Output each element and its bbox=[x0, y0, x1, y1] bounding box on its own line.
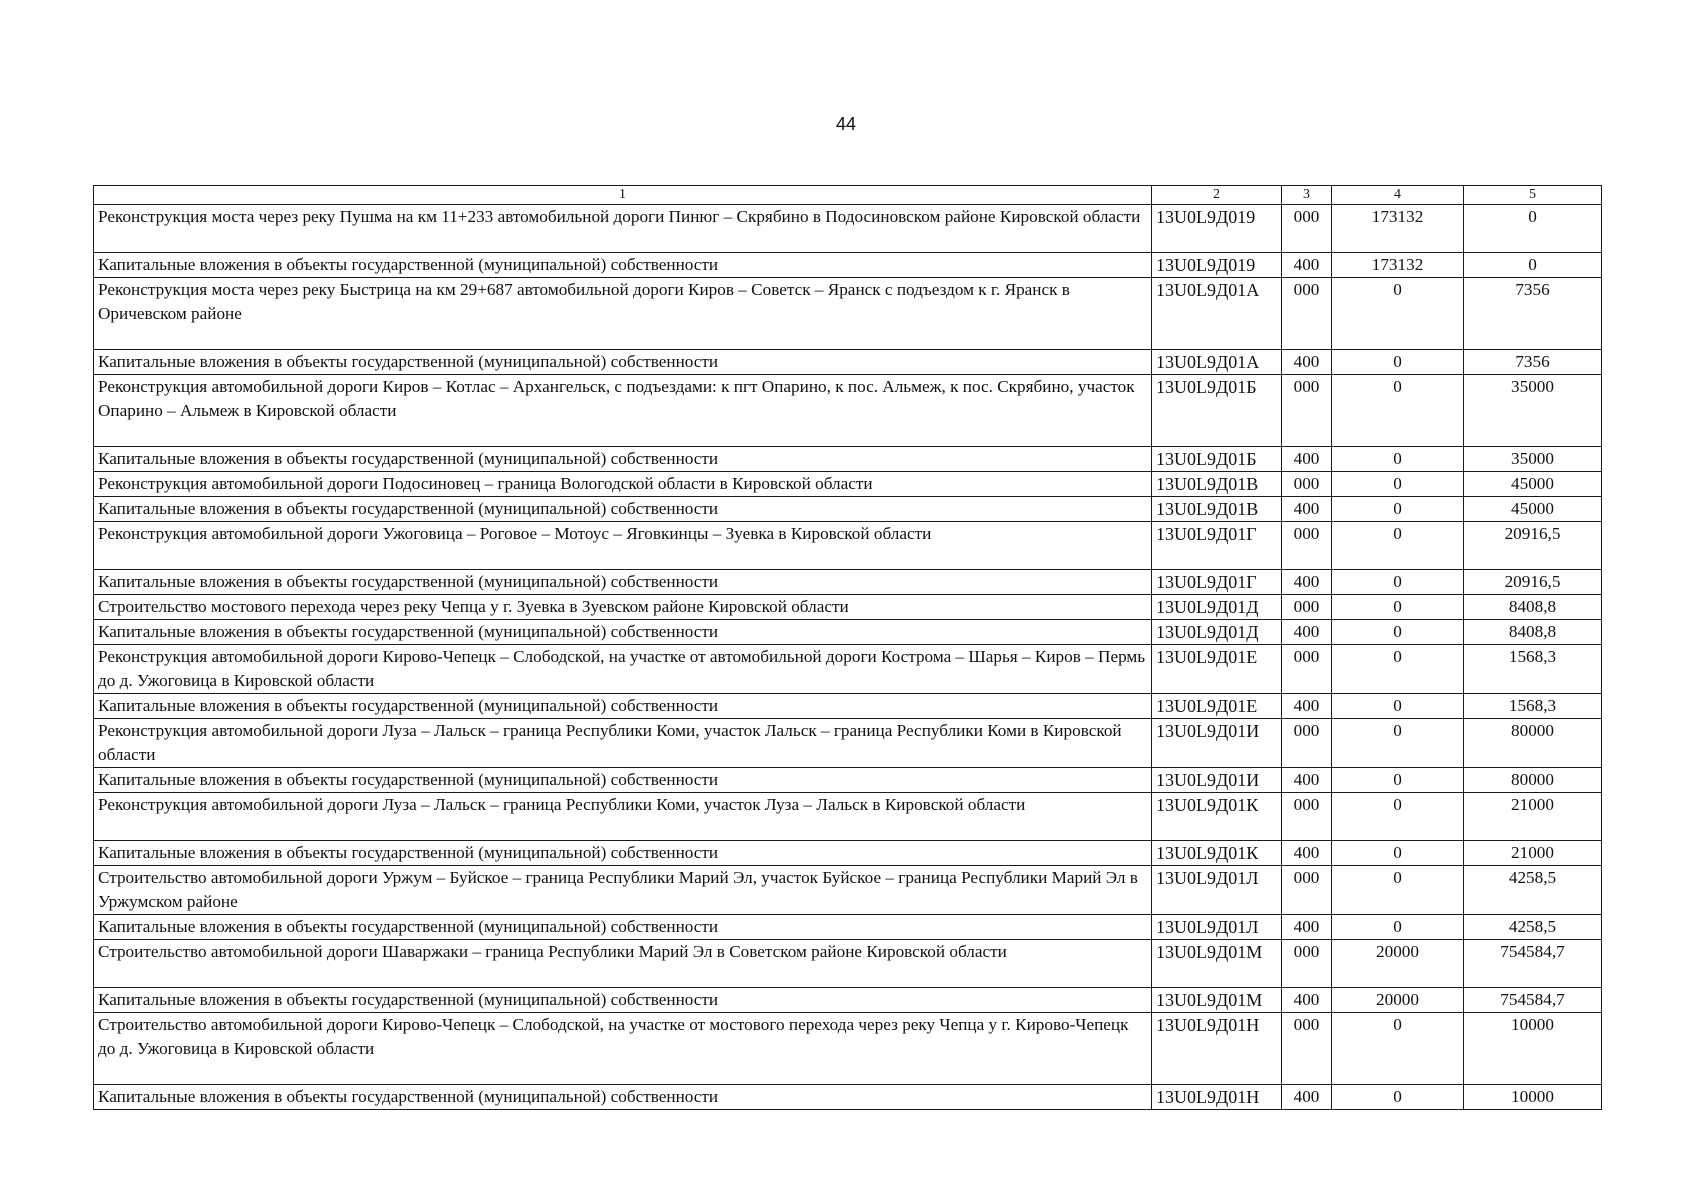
row-value-col5-cell: 7356 bbox=[1464, 278, 1602, 350]
row-code-cell: 13U0L9Д01Е bbox=[1152, 645, 1282, 694]
row-code-cell: 13U0L9Д01А bbox=[1152, 350, 1282, 375]
row-code-cell: 13U0L9Д01В bbox=[1152, 472, 1282, 497]
row-name-cell: Капитальные вложения в объекты государственной (муниципальной) собственности bbox=[94, 1085, 1152, 1110]
row-name-cell: Реконструкция автомобильной дороги Луза – Лальск – граница Республики Коми, участок Лальск – граница Республики Коми в Кировской области bbox=[94, 719, 1152, 768]
row-code-cell: 13U0L9Д01Д bbox=[1152, 595, 1282, 620]
row-group-cell: 000 bbox=[1282, 940, 1332, 988]
row-name-cell: Реконструкция автомобильной дороги Кирово-Чепецк – Слободской, на участке от автомобильной дороги Кострома – Шарья – Киров – Пермь до д. Ужоговица в Кировской области bbox=[94, 645, 1152, 694]
row-value-col4-cell: 0 bbox=[1332, 694, 1464, 719]
row-value-col4-cell: 20000 bbox=[1332, 988, 1464, 1013]
table-row bbox=[94, 940, 1602, 988]
table-row bbox=[94, 375, 1602, 447]
column-header: 2 bbox=[1152, 186, 1282, 205]
row-code-cell: 13U0L9Д01К bbox=[1152, 793, 1282, 841]
row-code-cell: 13U0L9Д01Д bbox=[1152, 620, 1282, 645]
row-group-cell: 400 bbox=[1282, 694, 1332, 719]
row-code-cell: 13U0L9Д01А bbox=[1152, 278, 1282, 350]
table-row bbox=[94, 719, 1602, 768]
budget-table bbox=[93, 185, 1602, 1110]
row-group-cell: 400 bbox=[1282, 497, 1332, 522]
row-value-col4-cell: 0 bbox=[1332, 522, 1464, 570]
row-value-col4-cell: 173132 bbox=[1332, 205, 1464, 253]
page-number: 44 bbox=[836, 114, 857, 134]
row-value-col5-cell: 80000 bbox=[1464, 768, 1602, 793]
row-value-col5-cell: 35000 bbox=[1464, 375, 1602, 447]
row-group-cell: 000 bbox=[1282, 645, 1332, 694]
row-code-cell: 13U0L9Д01И bbox=[1152, 719, 1282, 768]
row-name-cell: Капитальные вложения в объекты государственной (муниципальной) собственности bbox=[94, 988, 1152, 1013]
row-code-cell: 13U0L9Д01Б bbox=[1152, 447, 1282, 472]
row-value-col5-cell: 754584,7 bbox=[1464, 940, 1602, 988]
row-value-col5-cell: 8408,8 bbox=[1464, 620, 1602, 645]
row-group-cell: 000 bbox=[1282, 522, 1332, 570]
row-group-cell: 400 bbox=[1282, 915, 1332, 940]
table-row bbox=[94, 915, 1602, 940]
row-name-cell: Строительство мостового перехода через реку Чепца у г. Зуевка в Зуевском районе Кировской области bbox=[94, 595, 1152, 620]
row-value-col5-cell: 10000 bbox=[1464, 1013, 1602, 1085]
row-value-col5-cell: 4258,5 bbox=[1464, 866, 1602, 915]
row-value-col5-cell: 0 bbox=[1464, 205, 1602, 253]
table-row bbox=[94, 1085, 1602, 1110]
row-value-col5-cell: 35000 bbox=[1464, 447, 1602, 472]
row-group-cell: 400 bbox=[1282, 841, 1332, 866]
row-code-cell: 13U0L9Д01В bbox=[1152, 497, 1282, 522]
table-row bbox=[94, 595, 1602, 620]
row-group-cell: 000 bbox=[1282, 793, 1332, 841]
row-value-col4-cell: 0 bbox=[1332, 620, 1464, 645]
row-code-cell: 13U0L9Д01М bbox=[1152, 988, 1282, 1013]
row-value-col5-cell: 1568,3 bbox=[1464, 694, 1602, 719]
row-value-col4-cell: 0 bbox=[1332, 350, 1464, 375]
row-group-cell: 000 bbox=[1282, 472, 1332, 497]
table-row bbox=[94, 620, 1602, 645]
row-group-cell: 400 bbox=[1282, 1085, 1332, 1110]
column-header: 4 bbox=[1332, 186, 1464, 205]
row-value-col4-cell: 173132 bbox=[1332, 253, 1464, 278]
row-code-cell: 13U0L9Д01К bbox=[1152, 841, 1282, 866]
row-value-col5-cell: 80000 bbox=[1464, 719, 1602, 768]
row-value-col4-cell: 0 bbox=[1332, 497, 1464, 522]
row-value-col5-cell: 754584,7 bbox=[1464, 988, 1602, 1013]
row-name-cell: Реконструкция автомобильной дороги Луза – Лальск – граница Республики Коми, участок Луза – Лальск в Кировской области bbox=[94, 793, 1152, 841]
row-group-cell: 000 bbox=[1282, 866, 1332, 915]
row-name-cell: Капитальные вложения в объекты государственной (муниципальной) собственности bbox=[94, 350, 1152, 375]
row-group-cell: 400 bbox=[1282, 620, 1332, 645]
row-name-cell: Реконструкция автомобильной дороги Подосиновец – граница Вологодской области в Кировской области bbox=[94, 472, 1152, 497]
table-row bbox=[94, 278, 1602, 350]
row-value-col5-cell: 20916,5 bbox=[1464, 570, 1602, 595]
row-group-cell: 400 bbox=[1282, 768, 1332, 793]
row-value-col5-cell: 21000 bbox=[1464, 793, 1602, 841]
row-name-cell: Капитальные вложения в объекты государственной (муниципальной) собственности bbox=[94, 447, 1152, 472]
row-value-col5-cell: 8408,8 bbox=[1464, 595, 1602, 620]
table-row bbox=[94, 768, 1602, 793]
row-value-col4-cell: 0 bbox=[1332, 915, 1464, 940]
row-name-cell: Капитальные вложения в объекты государственной (муниципальной) собственности bbox=[94, 253, 1152, 278]
row-value-col5-cell: 45000 bbox=[1464, 497, 1602, 522]
row-code-cell: 13U0L9Д01Г bbox=[1152, 570, 1282, 595]
table-row bbox=[94, 472, 1602, 497]
row-code-cell: 13U0L9Д01Б bbox=[1152, 375, 1282, 447]
row-code-cell: 13U0L9Д01М bbox=[1152, 940, 1282, 988]
row-value-col5-cell: 7356 bbox=[1464, 350, 1602, 375]
row-code-cell: 13U0L9Д01Л bbox=[1152, 915, 1282, 940]
row-code-cell: 13U0L9Д01И bbox=[1152, 768, 1282, 793]
row-value-col5-cell: 4258,5 bbox=[1464, 915, 1602, 940]
table-row bbox=[94, 1013, 1602, 1085]
row-value-col4-cell: 0 bbox=[1332, 472, 1464, 497]
row-name-cell: Капитальные вложения в объекты государственной (муниципальной) собственности bbox=[94, 497, 1152, 522]
row-name-cell: Капитальные вложения в объекты государственной (муниципальной) собственности bbox=[94, 915, 1152, 940]
row-value-col4-cell: 0 bbox=[1332, 793, 1464, 841]
row-code-cell: 13U0L9Д01Г bbox=[1152, 522, 1282, 570]
row-group-cell: 400 bbox=[1282, 253, 1332, 278]
row-value-col4-cell: 0 bbox=[1332, 1085, 1464, 1110]
row-value-col4-cell: 0 bbox=[1332, 719, 1464, 768]
table-row bbox=[94, 253, 1602, 278]
row-name-cell: Реконструкция моста через реку Быстрица на км 29+687 автомобильной дороги Киров – Советск – Яранск с подъездом к г. Яранск в Оричевском районе bbox=[94, 278, 1152, 350]
row-name-cell: Капитальные вложения в объекты государственной (муниципальной) собственности bbox=[94, 841, 1152, 866]
row-name-cell: Капитальные вложения в объекты государственной (муниципальной) собственности bbox=[94, 768, 1152, 793]
table-row bbox=[94, 645, 1602, 694]
row-value-col4-cell: 0 bbox=[1332, 595, 1464, 620]
table-row bbox=[94, 694, 1602, 719]
table-row bbox=[94, 350, 1602, 375]
table-row bbox=[94, 447, 1602, 472]
row-value-col5-cell: 1568,3 bbox=[1464, 645, 1602, 694]
row-value-col5-cell: 20916,5 bbox=[1464, 522, 1602, 570]
column-header: 5 bbox=[1464, 186, 1602, 205]
row-value-col4-cell: 0 bbox=[1332, 841, 1464, 866]
row-name-cell: Капитальные вложения в объекты государственной (муниципальной) собственности bbox=[94, 620, 1152, 645]
row-code-cell: 13U0L9Д01Л bbox=[1152, 866, 1282, 915]
row-group-cell: 400 bbox=[1282, 570, 1332, 595]
table-row bbox=[94, 497, 1602, 522]
row-name-cell: Капитальные вложения в объекты государственной (муниципальной) собственности bbox=[94, 570, 1152, 595]
row-name-cell: Реконструкция автомобильной дороги Ужоговица – Роговое – Мотоус – Яговкинцы – Зуевка в Кировской области bbox=[94, 522, 1152, 570]
table-row bbox=[94, 205, 1602, 253]
row-group-cell: 000 bbox=[1282, 375, 1332, 447]
row-value-col4-cell: 0 bbox=[1332, 1013, 1464, 1085]
row-value-col4-cell: 0 bbox=[1332, 278, 1464, 350]
column-header: 3 bbox=[1282, 186, 1332, 205]
row-group-cell: 000 bbox=[1282, 1013, 1332, 1085]
row-name-cell: Реконструкция автомобильной дороги Киров – Котлас – Архангельск, с подъездами: к пгт Опарино, к пос. Альмеж, к пос. Скрябино, участок Опарино – Альмеж в Кировской области bbox=[94, 375, 1152, 447]
column-number-header bbox=[94, 186, 1602, 205]
row-value-col4-cell: 0 bbox=[1332, 866, 1464, 915]
row-code-cell: 13U0L9Д01Н bbox=[1152, 1013, 1282, 1085]
row-value-col4-cell: 0 bbox=[1332, 375, 1464, 447]
row-code-cell: 13U0L9Д01Е bbox=[1152, 694, 1282, 719]
column-header: 1 bbox=[94, 186, 1152, 205]
row-name-cell: Строительство автомобильной дороги Уржум – Буйское – граница Республики Марий Эл, участок Буйское – граница Республики Марий Эл в Уржумском районе bbox=[94, 866, 1152, 915]
row-code-cell: 13U0L9Д019 bbox=[1152, 253, 1282, 278]
row-name-cell: Капитальные вложения в объекты государственной (муниципальной) собственности bbox=[94, 694, 1152, 719]
row-name-cell: Строительство автомобильной дороги Кирово-Чепецк – Слободской, на участке от мостового перехода через реку Чепца у г. Кирово-Чепецк до д. Ужоговица в Кировской области bbox=[94, 1013, 1152, 1085]
row-group-cell: 400 bbox=[1282, 988, 1332, 1013]
row-value-col4-cell: 0 bbox=[1332, 645, 1464, 694]
table-row bbox=[94, 522, 1602, 570]
table-row bbox=[94, 570, 1602, 595]
row-value-col4-cell: 20000 bbox=[1332, 940, 1464, 988]
row-value-col5-cell: 0 bbox=[1464, 253, 1602, 278]
row-group-cell: 400 bbox=[1282, 350, 1332, 375]
row-code-cell: 13U0L9Д019 bbox=[1152, 205, 1282, 253]
row-value-col4-cell: 0 bbox=[1332, 570, 1464, 595]
row-name-cell: Строительство автомобильной дороги Шаваржаки – граница Республики Марий Эл в Советском районе Кировской области bbox=[94, 940, 1152, 988]
row-group-cell: 000 bbox=[1282, 595, 1332, 620]
row-group-cell: 000 bbox=[1282, 205, 1332, 253]
row-value-col5-cell: 45000 bbox=[1464, 472, 1602, 497]
row-value-col5-cell: 10000 bbox=[1464, 1085, 1602, 1110]
row-group-cell: 000 bbox=[1282, 719, 1332, 768]
row-code-cell: 13U0L9Д01Н bbox=[1152, 1085, 1282, 1110]
table-row bbox=[94, 988, 1602, 1013]
row-group-cell: 000 bbox=[1282, 278, 1332, 350]
budget-table-body bbox=[94, 186, 1602, 1110]
table-row bbox=[94, 866, 1602, 915]
row-value-col4-cell: 0 bbox=[1332, 447, 1464, 472]
row-name-cell: Реконструкция моста через реку Пушма на км 11+233 автомобильной дороги Пинюг – Скрябино в Подосиновском районе Кировской области bbox=[94, 205, 1152, 253]
row-group-cell: 400 bbox=[1282, 447, 1332, 472]
table-row bbox=[94, 793, 1602, 841]
table-row bbox=[94, 841, 1602, 866]
row-value-col5-cell: 21000 bbox=[1464, 841, 1602, 866]
row-value-col4-cell: 0 bbox=[1332, 768, 1464, 793]
